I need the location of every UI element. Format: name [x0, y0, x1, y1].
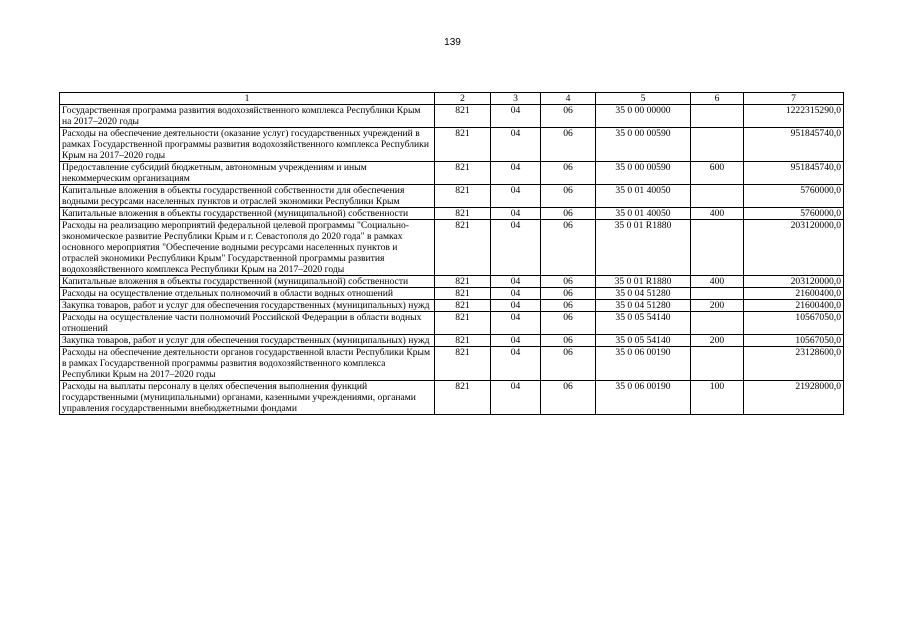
row-subsection: 06 [541, 312, 596, 335]
row-ministry: 821 [435, 347, 491, 381]
row-type: 600 [691, 162, 744, 185]
row-code: 35 0 06 00190 [596, 347, 691, 381]
row-amount: 203120000,0 [744, 276, 844, 288]
header-col-5: 5 [596, 93, 691, 105]
row-type [691, 128, 744, 162]
row-ministry: 821 [435, 220, 491, 276]
row-amount: 1222315290,0 [744, 105, 844, 128]
row-code: 35 0 01 40050 [596, 185, 691, 208]
row-subsection: 06 [541, 208, 596, 220]
row-type: 200 [691, 300, 744, 312]
header-col-6: 6 [691, 93, 744, 105]
table-row [60, 300, 844, 312]
row-code: 35 0 04 51280 [596, 300, 691, 312]
row-amount: 5760000,0 [744, 208, 844, 220]
budget-table [59, 92, 844, 415]
table-row [60, 220, 844, 276]
row-subsection: 06 [541, 288, 596, 300]
row-name: Расходы на осуществление отдельных полномочий в области водных отношений [60, 288, 435, 300]
row-section: 04 [491, 208, 541, 220]
table-row [60, 381, 844, 415]
table-row [60, 312, 844, 335]
row-section: 04 [491, 288, 541, 300]
row-amount: 21600400,0 [744, 300, 844, 312]
table-row [60, 208, 844, 220]
row-code: 35 0 01 R1880 [596, 220, 691, 276]
row-code: 35 0 05 54140 [596, 312, 691, 335]
row-type [691, 288, 744, 300]
row-amount: 5760000,0 [744, 185, 844, 208]
row-name: Предоставление субсидий бюджетным, автономным учреждениям и иным некоммерческим организациям [60, 162, 435, 185]
row-code: 35 0 01 R1880 [596, 276, 691, 288]
row-section: 04 [491, 381, 541, 415]
row-code: 35 0 01 40050 [596, 208, 691, 220]
row-name: Расходы на обеспечение деятельности органов государственной власти Республики Крым в рамках Государственной программы развития водохозяйственного комплекса Республики Крым на 2017–2020 годы [60, 347, 435, 381]
row-amount: 23128600,0 [744, 347, 844, 381]
row-subsection: 06 [541, 347, 596, 381]
row-type [691, 185, 744, 208]
header-col-1: 1 [60, 93, 435, 105]
row-ministry: 821 [435, 185, 491, 208]
table-row [60, 128, 844, 162]
row-section: 04 [491, 347, 541, 381]
row-name: Расходы на обеспечение деятельности (оказание услуг) государственных учреждений в рамках Государственной программы развития водохозяйственного комплекса Республики Крым на 2017–2020 годы [60, 128, 435, 162]
table-row [60, 276, 844, 288]
row-code: 35 0 00 00590 [596, 162, 691, 185]
row-name: Капитальные вложения в объекты государственной собственности для обеспечения водными ресурсами населенных пунктов и отраслей экономики Республики Крым [60, 185, 435, 208]
table-row [60, 335, 844, 347]
row-section: 04 [491, 312, 541, 335]
header-col-2: 2 [435, 93, 491, 105]
row-code: 35 0 04 51280 [596, 288, 691, 300]
row-amount: 203120000,0 [744, 220, 844, 276]
row-type: 400 [691, 276, 744, 288]
row-section: 04 [491, 300, 541, 312]
table-row [60, 347, 844, 381]
row-amount: 10567050,0 [744, 312, 844, 335]
row-subsection: 06 [541, 335, 596, 347]
row-type [691, 347, 744, 381]
row-type: 200 [691, 335, 744, 347]
row-section: 04 [491, 162, 541, 185]
row-name: Расходы на реализацию мероприятий федеральной целевой программы "Социально-экономическое развитие Республики Крым и г. Севастополя до 2020 года" в рамках основного мероприятия "Обеспечение водными ресурсами населенных пунктов и отраслей экономики Республики Крым" Государственной программы развития водохозяйственного комплекса Республики Крым на 2017–2020 годы [60, 220, 435, 276]
row-amount: 951845740,0 [744, 162, 844, 185]
row-ministry: 821 [435, 162, 491, 185]
row-section: 04 [491, 185, 541, 208]
row-name: Закупка товаров, работ и услуг для обеспечения государственных (муниципальных) нужд [60, 335, 435, 347]
row-section: 04 [491, 105, 541, 128]
row-name: Закупка товаров, работ и услуг для обеспечения государственных (муниципальных) нужд [60, 300, 435, 312]
row-code: 35 0 06 00190 [596, 381, 691, 415]
header-col-4: 4 [541, 93, 596, 105]
header-col-3: 3 [491, 93, 541, 105]
row-type [691, 220, 744, 276]
row-section: 04 [491, 335, 541, 347]
page-number: 139 [444, 37, 461, 48]
row-code: 35 0 00 00000 [596, 105, 691, 128]
row-section: 04 [491, 128, 541, 162]
row-type: 400 [691, 208, 744, 220]
row-subsection: 06 [541, 162, 596, 185]
row-ministry: 821 [435, 381, 491, 415]
row-ministry: 821 [435, 300, 491, 312]
row-code: 35 0 00 00590 [596, 128, 691, 162]
row-name: Государственная программа развития водохозяйственного комплекса Республики Крым на 2017–2020 годы [60, 105, 435, 128]
row-ministry: 821 [435, 312, 491, 335]
row-name: Расходы на выплаты персоналу в целях обеспечения выполнения функций государственными (муниципальными) органами, казенными учреждениями, органами управления государственными внебюджетными фондами [60, 381, 435, 415]
table-row [60, 185, 844, 208]
table-row [60, 288, 844, 300]
row-ministry: 821 [435, 128, 491, 162]
row-code: 35 0 05 54140 [596, 335, 691, 347]
header-col-7: 7 [744, 93, 844, 105]
row-subsection: 06 [541, 220, 596, 276]
row-subsection: 06 [541, 185, 596, 208]
row-amount: 10567050,0 [744, 335, 844, 347]
row-subsection: 06 [541, 128, 596, 162]
table-row [60, 105, 844, 128]
row-name: Капитальные вложения в объекты государственной (муниципальной) собственности [60, 276, 435, 288]
row-ministry: 821 [435, 105, 491, 128]
row-subsection: 06 [541, 105, 596, 128]
row-type [691, 105, 744, 128]
row-amount: 21600400,0 [744, 288, 844, 300]
row-amount: 951845740,0 [744, 128, 844, 162]
row-type: 100 [691, 381, 744, 415]
header-row [60, 93, 844, 105]
row-amount: 21928000,0 [744, 381, 844, 415]
table-row [60, 162, 844, 185]
row-ministry: 821 [435, 335, 491, 347]
row-subsection: 06 [541, 276, 596, 288]
row-name: Расходы на осуществление части полномочий Российской Федерации в области водных отношений [60, 312, 435, 335]
row-ministry: 821 [435, 276, 491, 288]
row-subsection: 06 [541, 300, 596, 312]
row-ministry: 821 [435, 208, 491, 220]
row-section: 04 [491, 220, 541, 276]
row-type [691, 312, 744, 335]
row-section: 04 [491, 276, 541, 288]
row-name: Капитальные вложения в объекты государственной (муниципальной) собственности [60, 208, 435, 220]
row-subsection: 06 [541, 381, 596, 415]
row-ministry: 821 [435, 288, 491, 300]
